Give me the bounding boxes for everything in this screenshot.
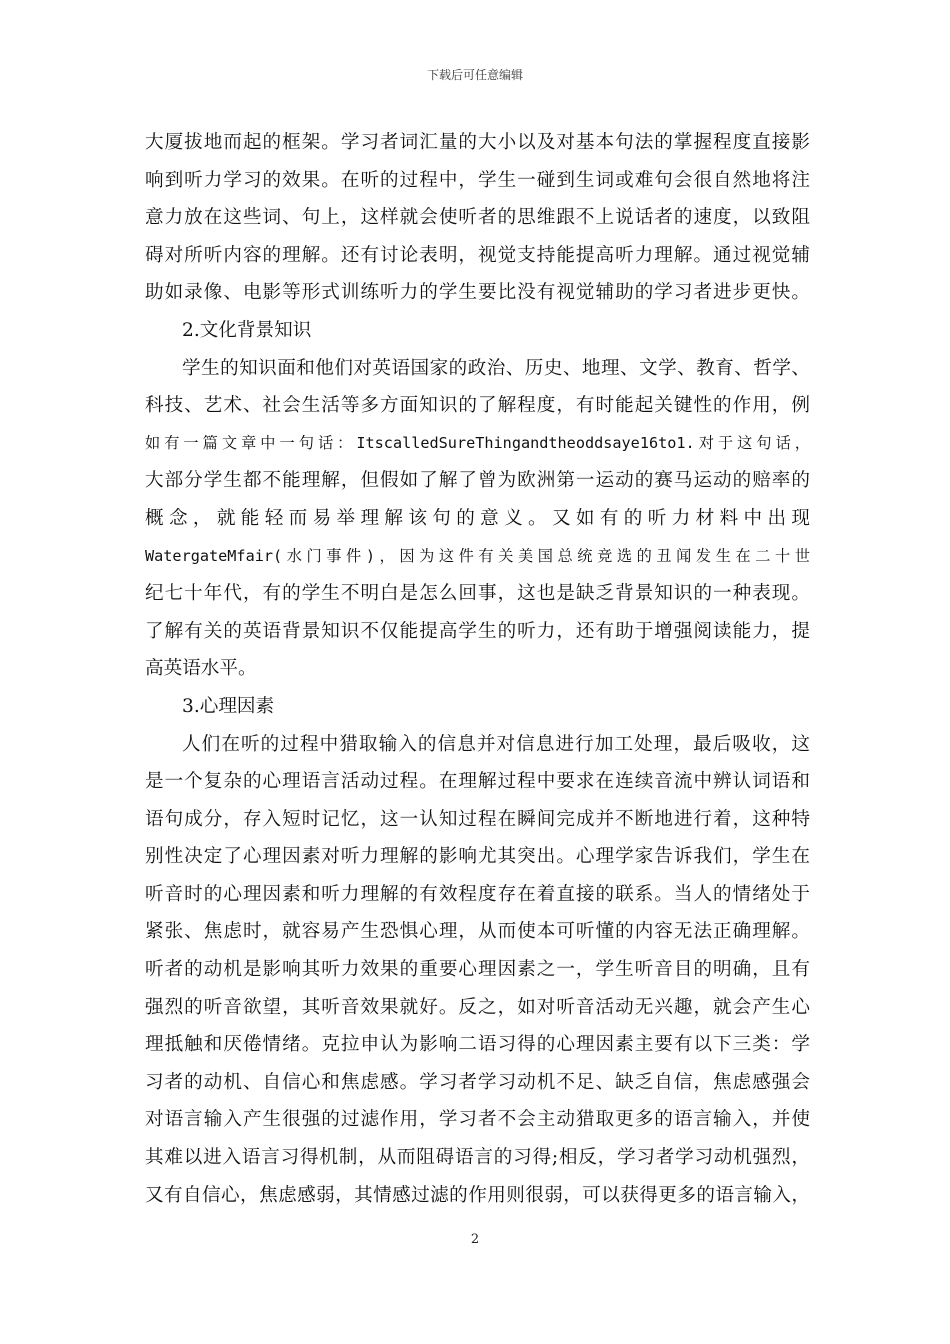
text-line: 语句成分，存入短时记忆，这一认知过程在瞬间完成并不断地进行着，这种特: [145, 808, 810, 830]
text-line: 纪七十年代，有的学生不明白是怎么回事，这也是缺乏背景知识的一种表现。: [145, 583, 810, 605]
text-line: 助如录像、电影等形式训练听力的学生要比没有视觉辅助的学习者进步更快。: [145, 282, 810, 304]
text-line: 是一个复杂的心理语言活动过程。在理解过程中要求在连续音流中辨认词语和: [145, 771, 810, 793]
text-line: 大厦拔地而起的框架。学习者词汇量的大小以及对基本句法的掌握程度直接影: [145, 132, 810, 153]
text-line: 如有一篇文章中一句话：ItscalledSureThingandtheoddsaye16to1.对于这句话，: [145, 433, 810, 452]
text-line: 其难以进入语言习得机制，从而阻碍语言的习得;相反，学习者学习动机强烈，: [145, 1147, 810, 1169]
text-line: 习者的动机、自信心和焦虑感。学习者学习动机不足、缺乏自信，焦虑感强会: [145, 1071, 810, 1093]
text-line: 对语言输入产生很强的过滤作用，学习者不会主动猎取更多的语言输入，并使: [145, 1109, 810, 1131]
text-line: 强烈的听音欲望，其听音效果就好。反之，如对听音活动无兴趣，就会产生心: [145, 996, 810, 1018]
page-header: 下载后可任意编辑: [426, 68, 523, 82]
text-line: 紧张、焦虑时，就容易产生恐惧心理，从而使本可听懂的内容无法正确理解。: [145, 921, 810, 943]
text-line: 概念，就能轻而易举理解该句的意义。又如有的听力材料中出现: [145, 507, 810, 529]
text-line: 大部分学生都不能理解，但假如了解了曾为欧洲第一运动的赛马运动的赔率的: [145, 470, 810, 492]
text-line: 意力放在这些词、句上，这样就会使听者的思维跟不上说话者的速度，以致阻: [145, 207, 810, 229]
text-line: 碍对所听内容的理解。还有讨论表明，视觉支持能提高听力理解。通过视觉辅: [145, 244, 810, 266]
page-number: 2: [470, 1232, 480, 1247]
text-line: WatergateMfair(水门事件)，因为这件有关美国总统竞选的丑闻发生在二十世: [145, 546, 810, 565]
text-line: 理抵触和厌倦情绪。克拉申认为影响二语习得的心理因素主要有以下三类：学: [145, 1034, 810, 1056]
text-line: 了解有关的英语背景知识不仅能提高学生的听力，还有助于增强阅读能力，提: [145, 620, 810, 642]
text-line: 响到听力学习的效果。在听的过程中，学生一碰到生词或难句会很自然地将注: [145, 169, 810, 191]
text-line: 听者的动机是影响其听力效果的重要心理因素之一，学生听音目的明确，且有: [145, 959, 810, 981]
section-heading: 3.心理因素: [182, 695, 275, 717]
text-line: 科技、艺术、社会生活等多方面知识的了解程度，有时能起关键性的作用，例: [145, 395, 810, 417]
text-line: 别性决定了心理因素对听力理解的影响尤其突出。心理学家告诉我们，学生在: [145, 846, 810, 868]
text-line: 又有自信心，焦虑感弱，其情感过滤的作用则很弱，可以获得更多的语言输入，: [145, 1184, 810, 1206]
section-heading: 2.文化背景知识: [182, 319, 312, 341]
text-line: 人们在听的过程中猎取输入的信息并对信息进行加工处理，最后吸收，这: [182, 733, 810, 755]
text-line: 听音时的心理因素和听力理解的有效程度存在着直接的联系。当人的情绪处于: [145, 883, 810, 905]
document-body: [145, 124, 810, 1214]
text-line: 学生的知识面和他们对英语国家的政治、历史、地理、文学、教育、哲学、: [182, 357, 810, 379]
text-line: 高英语水平。: [145, 658, 257, 680]
